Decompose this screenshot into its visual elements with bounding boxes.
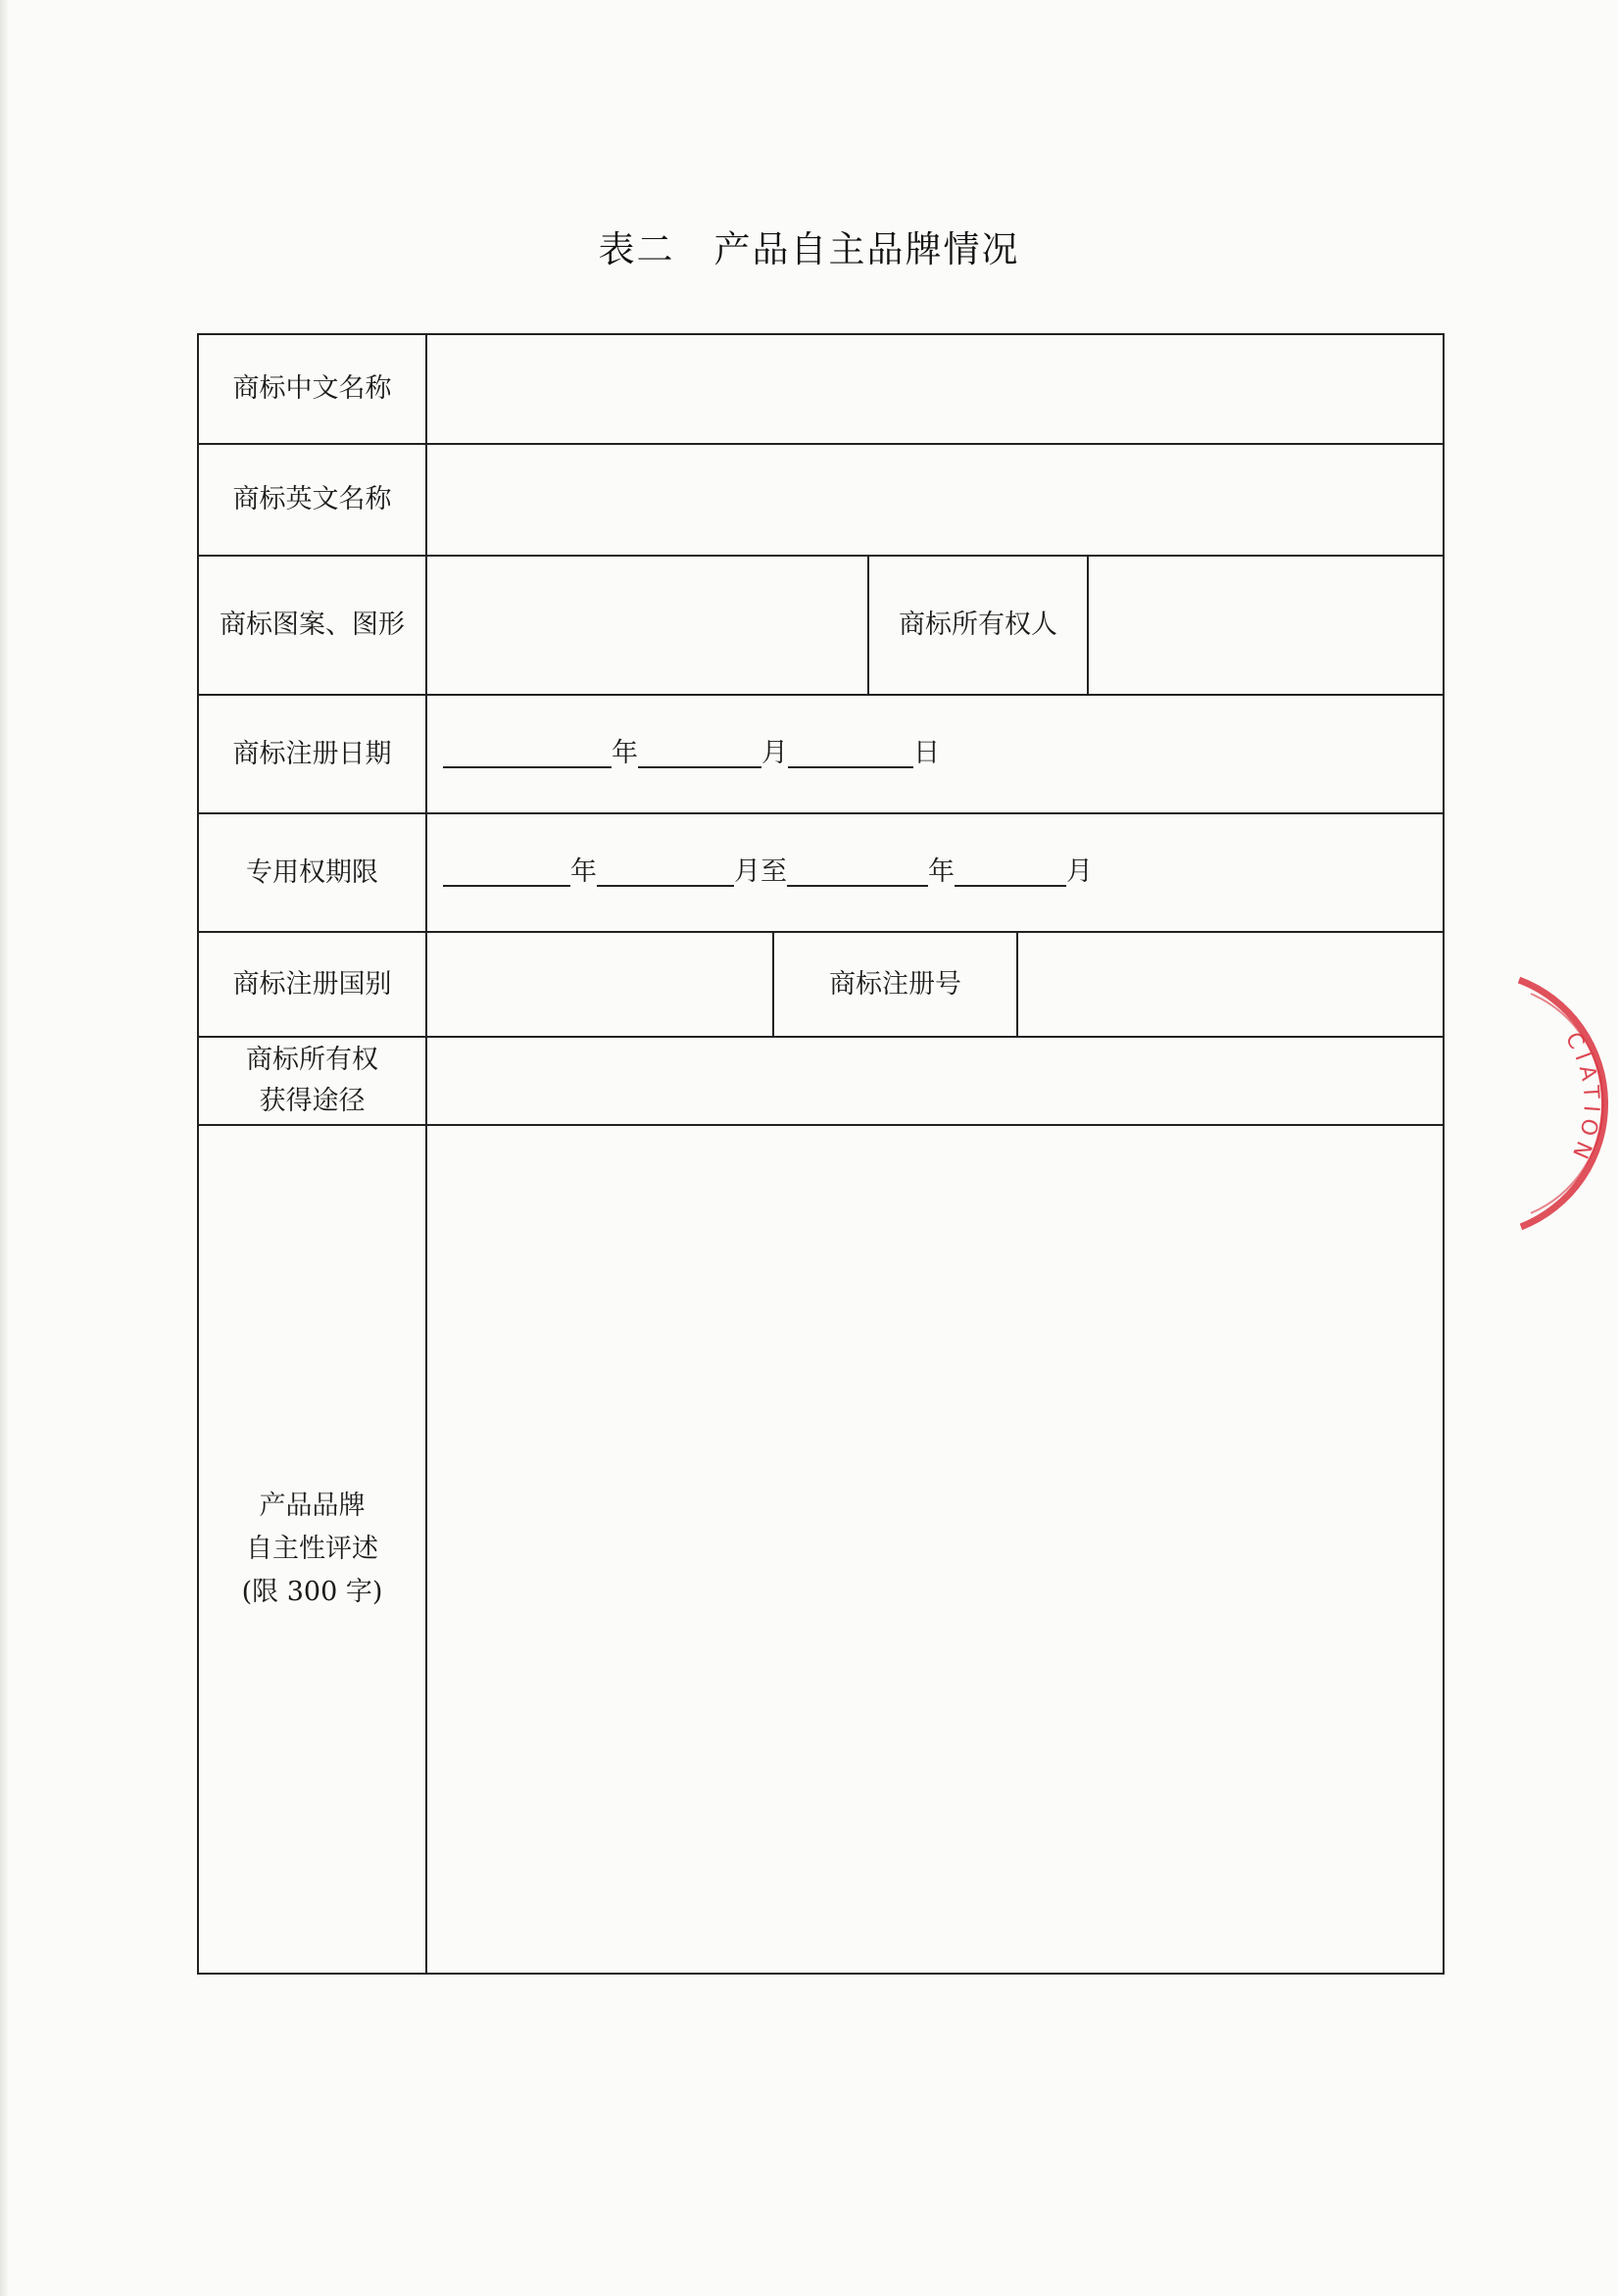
label-cn-name: 商标中文名称 xyxy=(232,373,392,404)
label-evaluation-line2: 自主性评述 xyxy=(246,1534,378,1564)
label-reg-number: 商标注册号 xyxy=(829,968,961,1000)
reg-year-unit: 年 xyxy=(612,738,638,768)
acquisition-field[interactable] xyxy=(427,1038,1443,1124)
label-evaluation-line1: 产品品牌 xyxy=(259,1490,366,1521)
label-acquisition-line2: 获得途径 xyxy=(259,1086,366,1116)
reg-year-blank[interactable] xyxy=(443,737,612,768)
owner-field[interactable] xyxy=(1089,557,1443,694)
reg-day-unit: 日 xyxy=(913,738,940,768)
exclusive-period-line xyxy=(443,855,1093,887)
reg-date-line xyxy=(443,737,940,768)
reg-month-unit: 月 xyxy=(761,738,788,768)
period-start-month-unit: 月至 xyxy=(734,856,787,887)
period-end-month-unit: 月 xyxy=(1066,856,1093,887)
svg-text:CIATION xyxy=(1560,1028,1603,1167)
period-end-month-blank[interactable] xyxy=(955,855,1066,887)
label-en-name: 商标英文名称 xyxy=(232,484,392,514)
period-end-year-unit: 年 xyxy=(928,856,955,887)
page-title xyxy=(0,220,1618,272)
label-reg-country: 商标注册国别 xyxy=(232,968,392,1000)
period-start-year-blank[interactable] xyxy=(443,855,570,887)
label-owner: 商标所有权人 xyxy=(899,610,1057,640)
reg-number-field[interactable] xyxy=(1018,933,1443,1036)
page-edge xyxy=(0,0,8,2296)
evaluation-textarea[interactable] xyxy=(427,1126,1443,1973)
official-seal-stamp xyxy=(1509,970,1618,1235)
seal-text: CIATION xyxy=(1559,1028,1604,1168)
label-evaluation-line3: (限 300 字) xyxy=(241,1577,383,1607)
reg-month-blank[interactable] xyxy=(638,737,761,768)
title-main: 产品自主品牌情况 xyxy=(713,228,1020,270)
period-start-month-blank[interactable] xyxy=(597,855,734,887)
label-exclusive-period: 专用权期限 xyxy=(246,856,378,888)
reg-country-field[interactable] xyxy=(427,933,772,1036)
label-pattern: 商标图案、图形 xyxy=(220,610,405,640)
label-acquisition-line1: 商标所有权 xyxy=(246,1045,378,1075)
reg-day-blank[interactable] xyxy=(788,737,913,768)
period-end-year-blank[interactable] xyxy=(787,855,928,887)
label-reg-date: 商标注册日期 xyxy=(232,738,392,769)
cn-name-field[interactable] xyxy=(427,335,1443,443)
period-start-year-unit: 年 xyxy=(570,856,597,887)
pattern-field[interactable] xyxy=(427,557,867,694)
en-name-field[interactable] xyxy=(427,445,1443,555)
title-prefix: 表二 xyxy=(598,228,675,270)
label-acquisition xyxy=(199,1038,425,1124)
label-evaluation xyxy=(199,1126,425,1973)
brand-form-table xyxy=(197,333,1445,1975)
